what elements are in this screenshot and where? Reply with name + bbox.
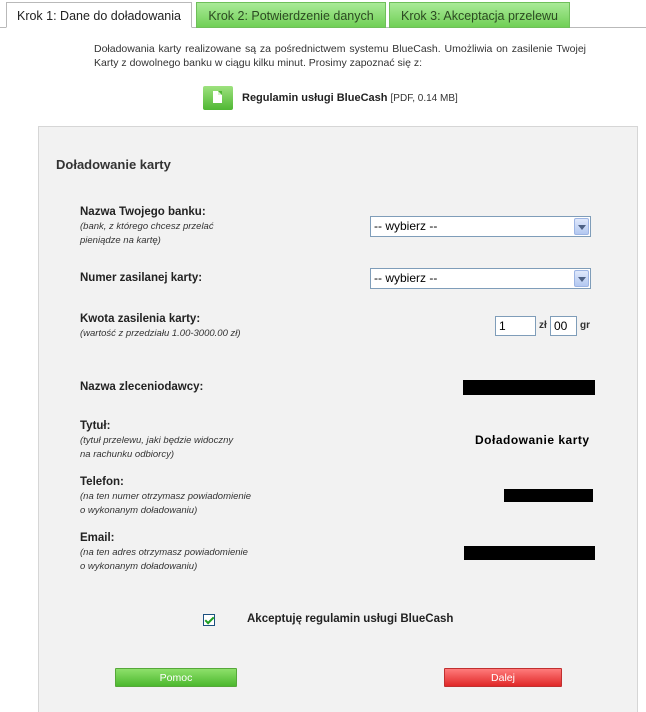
amount-gr-input[interactable]: 00 xyxy=(550,316,577,336)
step-tabs xyxy=(0,0,646,28)
payer-value-redacted xyxy=(463,380,595,395)
chevron-down-icon[interactable] xyxy=(574,218,589,235)
payer-label: Nazwa zleceniodawcy: xyxy=(80,381,204,393)
tab-step-1[interactable]: Krok 1: Dane do doładowania xyxy=(6,2,192,28)
card-label: Numer zasilanej karty: xyxy=(80,272,203,284)
amount-zl-unit: zł xyxy=(539,320,547,331)
transfer-title-hint-line1: (tytuł przelewu, jaki będzie widoczny xyxy=(80,435,234,446)
chevron-down-icon[interactable] xyxy=(574,270,589,287)
accept-terms-checkbox[interactable] xyxy=(203,614,215,626)
pdf-document-icon[interactable] xyxy=(203,86,233,110)
bank-select[interactable] xyxy=(370,216,591,237)
phone-hint-line2: o wykonanym doładowaniu) xyxy=(80,505,198,516)
email-value-redacted xyxy=(464,546,595,560)
amount-label: Kwota zasilenia karty: xyxy=(80,313,201,325)
transfer-title-value: Doładowanie karty xyxy=(475,433,590,447)
bank-hint-line2: pieniądze na kartę) xyxy=(80,235,161,246)
phone-label: Telefon: xyxy=(80,476,124,488)
email-hint-line2: o wykonanym doładowaniu) xyxy=(80,561,198,572)
card-select-value: -- wybierz -- xyxy=(374,271,438,285)
card-select[interactable] xyxy=(370,268,591,289)
tab-step-2[interactable]: Krok 2: Potwierdzenie danych xyxy=(196,2,386,28)
document-fold xyxy=(218,91,222,95)
amount-hint: (wartość z przedziału 1.00-3000.00 zł) xyxy=(80,328,241,339)
phone-hint-line1: (na ten numer otrzymasz powiadomienie xyxy=(80,491,252,502)
form-title: Doładowanie karty xyxy=(56,157,171,172)
intro-text: Doładowania karty realizowane są za pośrednictwem systemu BlueCash. Umożliwia on zasilenie Twojej Karty z dowolnego banku w ciągu kilku minut. Prosimy zapoznać się z: xyxy=(94,43,586,69)
accept-terms-label[interactable]: Akceptuję regulamin usługi BlueCash xyxy=(247,613,454,625)
bank-hint-line1: (bank, z którego chcesz przelać xyxy=(80,221,214,232)
phone-value-redacted xyxy=(504,489,593,502)
email-hint-line1: (na ten adres otrzymasz powiadomienie xyxy=(80,547,248,558)
next-button[interactable]: Dalej xyxy=(444,668,562,687)
bank-label: Nazwa Twojego banku: xyxy=(80,206,206,218)
amount-gr-unit: gr xyxy=(580,320,590,331)
terms-document-meta: [PDF, 0.14 MB] xyxy=(390,93,458,104)
tab-step-3[interactable]: Krok 3: Akceptacja przelewu xyxy=(389,2,570,28)
terms-document-label[interactable]: Regulamin usługi BlueCash xyxy=(242,92,388,104)
terms-document-link[interactable] xyxy=(242,92,458,104)
email-label: Email: xyxy=(80,532,115,544)
amount-zl-input[interactable]: 1 xyxy=(495,316,536,336)
bank-select-value: -- wybierz -- xyxy=(374,219,438,233)
help-button[interactable]: Pomoc xyxy=(115,668,237,687)
transfer-title-label: Tytuł: xyxy=(80,420,111,432)
transfer-title-hint-line2: na rachunku odbiorcy) xyxy=(80,449,174,460)
